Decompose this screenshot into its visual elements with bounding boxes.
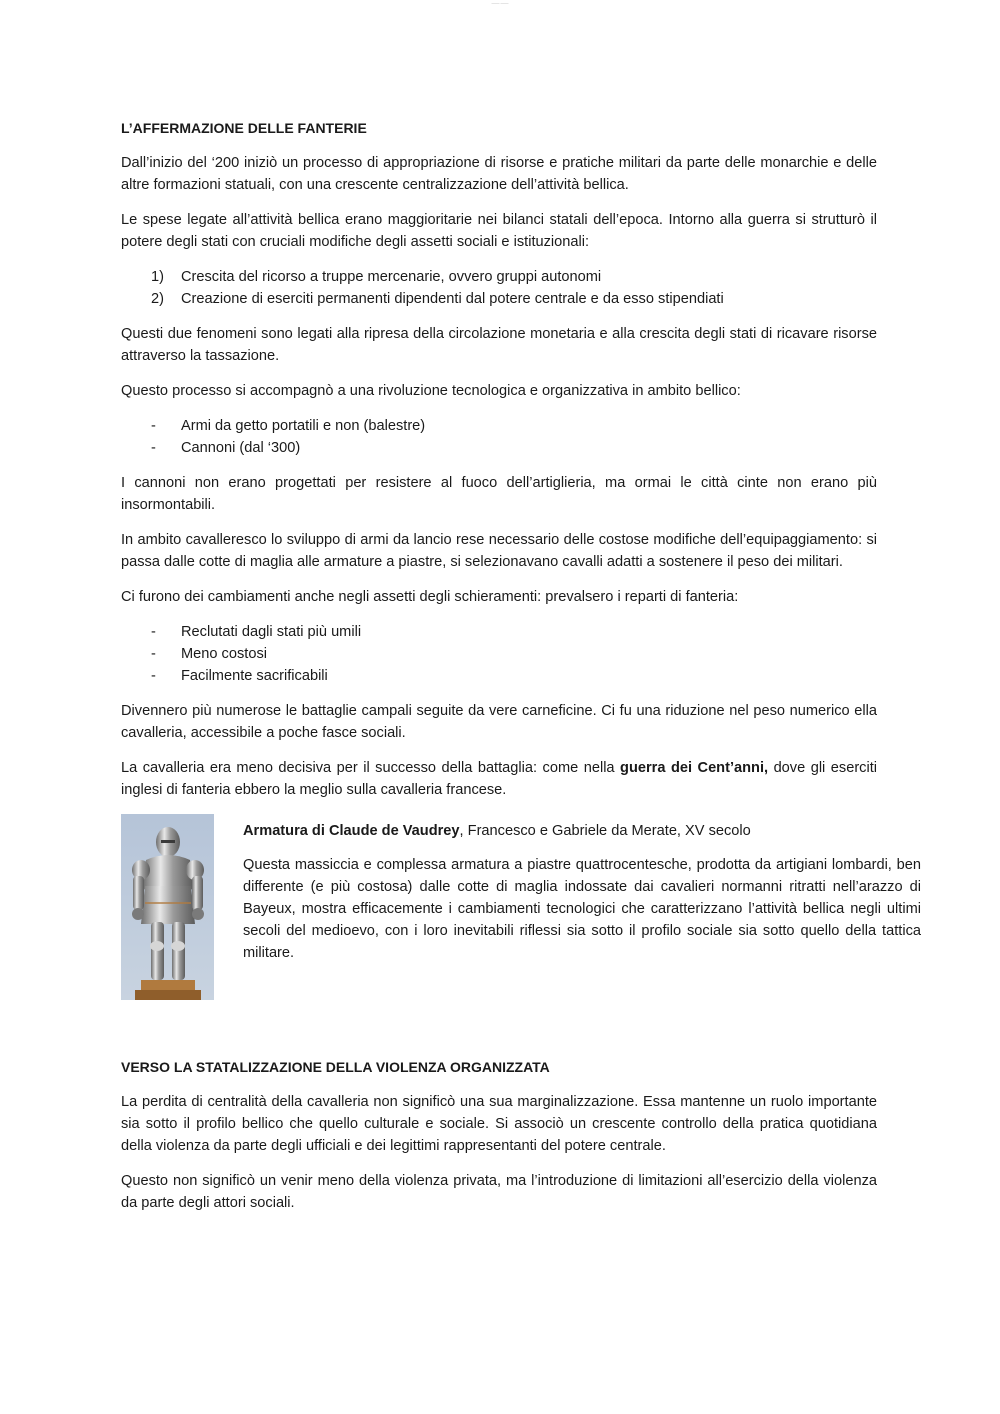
- list-item: [121, 415, 877, 437]
- list-item-text: Crescita del ricorso a truppe mercenarie, ovvero gruppi autonomi: [181, 269, 602, 285]
- list-marker: -: [151, 668, 156, 684]
- page-header-mark: —— ——: [491, 0, 509, 5]
- figure-caption: [243, 820, 921, 842]
- list-item-text: Meno costosi: [181, 646, 267, 662]
- list-item: [121, 288, 877, 310]
- list-item: [121, 266, 877, 288]
- paragraph: Dall’inizio del ‘200 iniziò un processo di appropriazione di risorse e pratiche militari da parte delle monarchie e delle altre formazioni statuali, con una crescente centralizzazione dell’attività bellica.: [121, 155, 877, 193]
- bold-term: guerra dei Cent’anni,: [620, 760, 769, 776]
- list-item: [121, 621, 877, 643]
- section-heading-statalizzazione: VERSO LA STATALIZZAZIONE DELLA VIOLENZA ORGANIZZATA: [121, 1059, 550, 1075]
- list-marker: 2): [151, 291, 164, 307]
- list-marker: -: [151, 646, 156, 662]
- armor-figure: [121, 814, 921, 1000]
- figure-caption-title: Armatura di Claude de Vaudrey: [243, 823, 460, 839]
- document-page: [121, 118, 921, 1227]
- paragraph: Questo processo si accompagnò a una rivoluzione tecnologica e organizzativa in ambito bellico:: [121, 383, 741, 399]
- bullet-list: [121, 415, 877, 459]
- list-item-text: Creazione di eserciti permanenti dipendenti dal potere centrale e da esso stipendiati: [181, 291, 724, 307]
- paragraph: Ci furono dei cambiamenti anche negli assetti degli schieramenti: prevalsero i reparti di fanteria:: [121, 589, 739, 605]
- list-marker: -: [151, 624, 156, 640]
- armor-photo: [121, 814, 214, 1000]
- paragraph: [121, 757, 877, 801]
- paragraph: Questo non significò un venir meno della violenza privata, ma l’introduzione di limitazioni all’esercizio della violenza da parte degli attori sociali.: [121, 1173, 877, 1211]
- section-statalizzazione: [121, 1057, 877, 1214]
- figure-caption-rest: , Francesco e Gabriele da Merate, XV secolo: [459, 823, 751, 839]
- numbered-list: [121, 266, 877, 310]
- armor-illustration: [121, 814, 214, 1000]
- list-marker: 1): [151, 269, 164, 285]
- list-item-text: Cannoni (dal ‘300): [181, 440, 301, 456]
- paragraph: I cannoni non erano progettati per resistere al fuoco dell’artiglieria, ma ormai le città cinte non erano più insormontabili.: [121, 475, 877, 513]
- section-heading-fanterie: L’AFFERMAZIONE DELLE FANTERIE: [121, 120, 367, 136]
- figure-text: [243, 814, 921, 1000]
- paragraph: In ambito cavalleresco lo sviluppo di armi da lancio rese necessario delle costose modifiche dell’equipaggiamento: si passa dalle cotte di maglia alle armature a piastre, si selezionavano cavalli adatti a sostenere il peso dei militari.: [121, 532, 877, 570]
- paragraph: Le spese legate all’attività bellica erano maggioritarie nei bilanci statali dell’epoca. Intorno alla guerra si strutturò il potere degli stati con cruciali modifiche degli assetti sociali e istituzionali:: [121, 212, 877, 250]
- figure-description: Questa massiccia e complessa armatura a piastre quattrocentesche, prodotta da artigiani lombardi, ben differente (e più costosa) dalle cotte di maglia indossate dai cavalieri normanni ritratti nell’arazzo di Bayeux, mostra efficacemente i cambiamenti tecnologici che caratterizzano l’attività bellica negli ultimi secoli del medioevo, con i loro inevitabili riflessi sia sotto il profilo sociale sia sotto quello della tattica militare.: [243, 857, 921, 961]
- paragraph: Questi due fenomeni sono legati alla ripresa della circolazione monetaria e alla crescita degli stati di ricavare risorse attraverso la tassazione.: [121, 326, 877, 364]
- list-item: [121, 665, 877, 687]
- list-item-text: Reclutati dagli stati più umili: [181, 624, 362, 640]
- paragraph-text: dove gli eserciti inglesi di fanteria ebbero la meglio sulla cavalleria francese.: [121, 760, 878, 798]
- paragraph-text: La cavalleria era meno decisiva per il successo della battaglia: come nella: [121, 760, 621, 776]
- list-item-text: Armi da getto portatili e non (balestre): [181, 418, 426, 434]
- bullet-list: [121, 621, 877, 687]
- list-marker: -: [151, 418, 156, 434]
- list-item: [121, 643, 877, 665]
- list-marker: -: [151, 440, 156, 456]
- list-item: [121, 437, 877, 459]
- list-item-text: Facilmente sacrificabili: [181, 668, 328, 684]
- paragraph: La perdita di centralità della cavalleria non significò una sua marginalizzazione. Essa mantenne un ruolo importante sia sotto il profilo bellico che quello culturale e sociale. Si associò un crescente controllo della pratica quotidiana della violenza da parte degli ufficiali e dei legittimi rappresentanti del potere centrale.: [121, 1094, 877, 1154]
- paragraph: Divennero più numerose le battaglie campali seguite da vere carneficine. Ci fu una riduzione nel peso numerico ella cavalleria, accessibile a poche fasce sociali.: [121, 703, 877, 741]
